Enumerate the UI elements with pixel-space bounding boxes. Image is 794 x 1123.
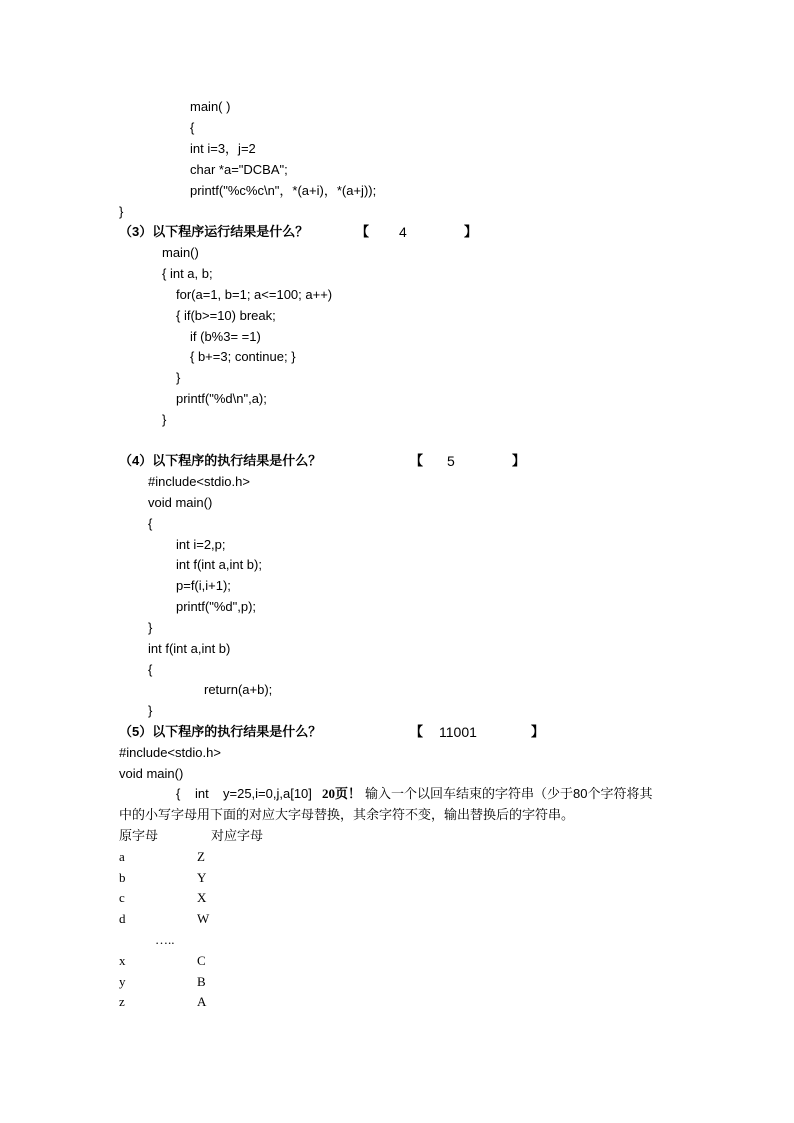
code-line: {: [190, 120, 195, 135]
code-line: }: [148, 703, 153, 718]
answer-bracket-close: 】: [531, 724, 545, 739]
mapping-upper: B: [197, 974, 206, 989]
problem-text: 中的小写字母用下面的对应大字母替换，其余字符不变，输出替换后的字符串。: [119, 807, 575, 822]
mapping-ellipsis: …..: [155, 932, 175, 947]
mapping-lower: x: [119, 953, 126, 968]
question-4-title: （4）以下程序的执行结果是什么？: [119, 453, 322, 468]
mapping-header-target: 对应字母: [211, 828, 264, 843]
code-line: }: [162, 412, 167, 427]
code-line: void main(): [148, 495, 213, 510]
mapping-lower: d: [119, 911, 126, 926]
code-line: main(): [162, 245, 199, 260]
code-line: }: [148, 620, 153, 635]
code-line: void main(): [119, 766, 184, 781]
code-line: { b+=3; continue; }: [190, 349, 296, 364]
question-5-title: （5）以下程序的执行结果是什么？: [119, 724, 322, 739]
mapping-lower: c: [119, 890, 125, 905]
mapping-lower: a: [119, 849, 125, 864]
page-reference-text: 20页！: [322, 786, 362, 801]
code-line: int i=2,p;: [176, 537, 226, 552]
code-line: #include<stdio.h>: [119, 745, 221, 760]
code-line: {: [148, 516, 153, 531]
code-line: main( ): [190, 99, 231, 114]
answer-bracket-open: 【: [410, 724, 424, 739]
mapping-upper: Z: [197, 849, 205, 864]
code-line: for(a=1, b=1; a<=100; a++): [176, 287, 333, 302]
mapping-upper: X: [197, 890, 207, 905]
mapping-header-original: 原字母: [119, 828, 159, 843]
code-line: printf("%d",p);: [176, 599, 257, 614]
mapping-lower: y: [119, 974, 126, 989]
mapping-upper: C: [197, 953, 206, 968]
code-line: printf("%d\n",a);: [176, 391, 267, 406]
answer-bracket-close: 】: [464, 224, 478, 239]
code-line: { if(b>=10) break;: [176, 308, 276, 323]
code-line: int f(int a,int b): [148, 641, 231, 656]
code-line: char *a="DCBA";: [190, 162, 288, 177]
answer-bracket-open: 【: [410, 453, 424, 468]
mapping-upper: W: [197, 911, 210, 926]
mapping-lower: z: [119, 994, 125, 1009]
answer-bracket-close: 】: [512, 453, 526, 468]
code-line: int: [195, 786, 209, 801]
mapping-upper: A: [197, 994, 207, 1009]
question-5-answer: 11001: [439, 724, 477, 740]
code-line: if (b%3= =1): [190, 329, 261, 344]
mapping-lower: b: [119, 870, 126, 885]
question-3-title: （3）以下程序运行结果是什么？: [119, 224, 309, 239]
code-line: int i=3，j=2: [190, 141, 256, 156]
code-line: int f(int a,int b);: [176, 557, 262, 572]
code-line: }: [119, 204, 124, 219]
question-4-answer: 5: [447, 453, 455, 469]
code-line: {: [148, 662, 153, 677]
code-line: }: [176, 370, 181, 385]
code-line: return(a+b);: [204, 682, 273, 697]
code-line: #include<stdio.h>: [148, 474, 250, 489]
answer-bracket-open: 【: [356, 224, 370, 239]
code-line: y=25,i=0,j,a[10]: [223, 786, 312, 801]
code-line: {: [176, 786, 181, 801]
problem-text: 输入一个以回车结束的字符串（少于80个字符将其: [365, 786, 653, 801]
code-line: p=f(i,i+1);: [176, 578, 231, 593]
question-3-answer: 4: [399, 224, 407, 240]
code-line: { int a, b;: [162, 266, 213, 281]
code-line: printf("%c%c\n"，*(a+i)，*(a+j));: [190, 183, 377, 198]
mapping-upper: Y: [197, 870, 207, 885]
